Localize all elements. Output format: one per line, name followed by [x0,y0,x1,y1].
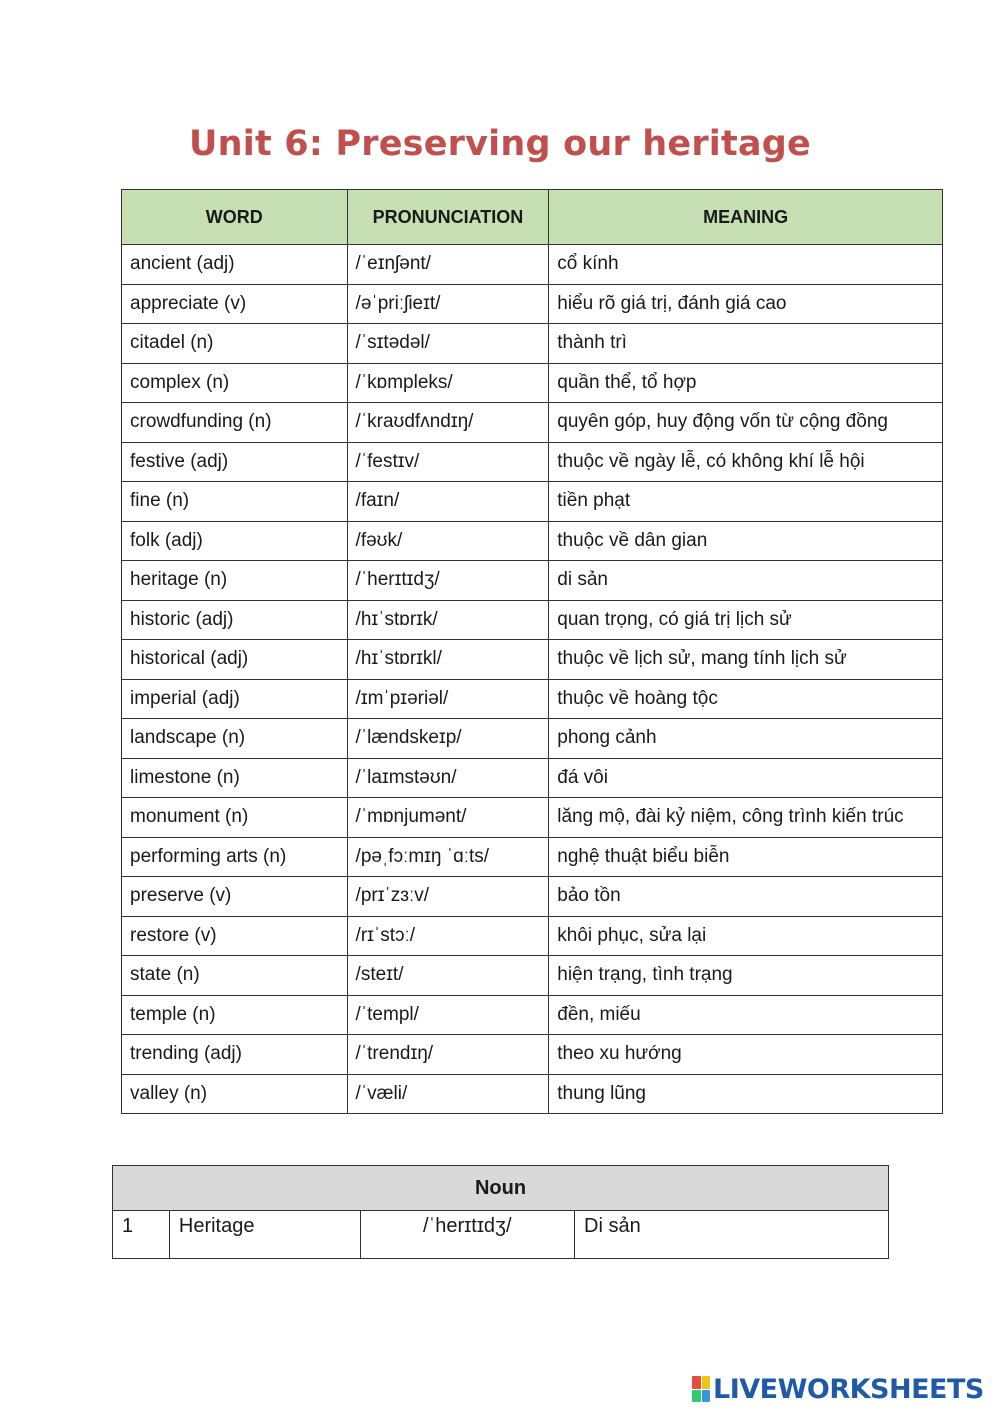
meaning-cell: tiền phạt [549,482,943,522]
table-row [122,956,943,996]
pronunciation-cell: /ˈkɒmpleks/ [347,363,549,403]
pronunciation-cell: /steɪt/ [347,956,549,996]
logo-square-red [692,1376,701,1389]
table-row [122,403,943,443]
noun-header: Noun [113,1166,889,1211]
noun-header-row [113,1166,889,1211]
pronunciation-cell: /ˈlaɪmstəʊn/ [347,758,549,798]
word-cell: appreciate (v) [122,284,348,324]
word-cell: citadel (n) [122,324,348,364]
word-cell: landscape (n) [122,719,348,759]
noun-word-cell: Heritage [169,1211,360,1259]
logo-square-blue [702,1390,711,1403]
vocabulary-header-row [122,190,943,245]
meaning-cell: bảo tồn [549,877,943,917]
table-row [122,916,943,956]
liveworksheets-logo-icon [692,1376,710,1402]
meaning-cell: cổ kính [549,245,943,285]
meaning-cell: thuộc về ngày lễ, có không khí lễ hội [549,442,943,482]
pronunciation-cell: /ˈeɪnʃənt/ [347,245,549,285]
meaning-cell: thành trì [549,324,943,364]
word-cell: monument (n) [122,798,348,838]
table-row [122,640,943,680]
word-cell: festive (adj) [122,442,348,482]
word-cell: performing arts (n) [122,837,348,877]
pronunciation-cell: /ˈvæli/ [347,1074,549,1114]
table-row [122,284,943,324]
noun-number-cell: 1 [113,1211,170,1259]
pronunciation-cell: /ˈkraʊdfʌndɪŋ/ [347,403,549,443]
pronunciation-cell: /fəʊk/ [347,521,549,561]
table-row [122,995,943,1035]
meaning-cell: thuộc về hoàng tộc [549,679,943,719]
table-row [122,561,943,601]
meaning-cell: theo xu hướng [549,1035,943,1075]
logo-square-green [692,1390,701,1403]
table-row [122,837,943,877]
pronunciation-cell: /ˈtempl/ [347,995,549,1035]
noun-table [112,1165,889,1259]
vocabulary-body [122,245,943,1114]
pronunciation-cell: /prɪˈzɜːv/ [347,877,549,917]
pronunciation-cell: /ˈfestɪv/ [347,442,549,482]
word-cell: historical (adj) [122,640,348,680]
table-row [122,1074,943,1114]
pronunciation-cell: /ɪmˈpɪəriəl/ [347,679,549,719]
pronunciation-cell: /ˈtrendɪŋ/ [347,1035,549,1075]
meaning-cell: lăng mộ, đài kỷ niệm, công trình kiến trúc [549,798,943,838]
table-row [122,1035,943,1075]
table-row [122,245,943,285]
table-row [122,521,943,561]
word-cell: state (n) [122,956,348,996]
pronunciation-cell: /ˈsɪtədəl/ [347,324,549,364]
meaning-cell: quan trọng, có giá trị lịch sử [549,600,943,640]
pronunciation-cell: /əˈpriːʃieɪt/ [347,284,549,324]
header-meaning: MEANING [549,190,943,245]
pronunciation-cell: /faɪn/ [347,482,549,522]
table-row [122,679,943,719]
table-row [122,442,943,482]
meaning-cell: thuộc về lịch sử, mang tính lịch sử [549,640,943,680]
word-cell: folk (adj) [122,521,348,561]
meaning-cell: quần thể, tổ hợp [549,363,943,403]
table-row [122,600,943,640]
word-cell: limestone (n) [122,758,348,798]
table-row [122,324,943,364]
word-cell: temple (n) [122,995,348,1035]
pronunciation-cell: /hɪˈstɒrɪkl/ [347,640,549,680]
pronunciation-cell: /hɪˈstɒrɪk/ [347,600,549,640]
word-cell: imperial (adj) [122,679,348,719]
pronunciation-cell: /ˈlændskeɪp/ [347,719,549,759]
word-cell: crowdfunding (n) [122,403,348,443]
meaning-cell: đền, miếu [549,995,943,1035]
meaning-cell: thung lũng [549,1074,943,1114]
word-cell: restore (v) [122,916,348,956]
meaning-cell: phong cảnh [549,719,943,759]
word-cell: trending (adj) [122,1035,348,1075]
word-cell: complex (n) [122,363,348,403]
logo-text: LIVEWORKSHEETS [713,1373,984,1405]
meaning-cell: khôi phục, sửa lại [549,916,943,956]
meaning-cell: di sản [549,561,943,601]
table-row [122,482,943,522]
header-word: WORD [122,190,348,245]
meaning-cell: quyên góp, huy động vốn từ cộng đồng [549,403,943,443]
meaning-cell: đá vôi [549,758,943,798]
vocabulary-table [121,189,943,1114]
liveworksheets-logo [692,1372,984,1406]
pronunciation-cell: /rɪˈstɔː/ [347,916,549,956]
word-cell: historic (adj) [122,600,348,640]
table-row [122,363,943,403]
word-cell: fine (n) [122,482,348,522]
word-cell: heritage (n) [122,561,348,601]
table-row [122,719,943,759]
meaning-cell: nghệ thuật biểu biễn [549,837,943,877]
header-pronunciation: PRONUNCIATION [347,190,549,245]
pronunciation-cell: /ˈherɪtɪdʒ/ [347,561,549,601]
table-row [122,798,943,838]
word-cell: ancient (adj) [122,245,348,285]
logo-square-yellow [702,1376,711,1389]
meaning-cell: hiểu rõ giá trị, đánh giá cao [549,284,943,324]
meaning-cell: thuộc về dân gian [549,521,943,561]
word-cell: valley (n) [122,1074,348,1114]
page-title: Unit 6: Preserving our heritage [189,124,811,164]
table-row [113,1211,889,1259]
noun-pronunciation-cell: /ˈherɪtɪdʒ/ [360,1211,575,1259]
pronunciation-cell: /pəˌfɔːmɪŋ ˈɑːts/ [347,837,549,877]
noun-meaning-cell: Di sản [575,1211,889,1259]
table-row [122,758,943,798]
word-cell: preserve (v) [122,877,348,917]
meaning-cell: hiện trạng, tình trạng [549,956,943,996]
pronunciation-cell: /ˈmɒnjumənt/ [347,798,549,838]
table-row [122,877,943,917]
